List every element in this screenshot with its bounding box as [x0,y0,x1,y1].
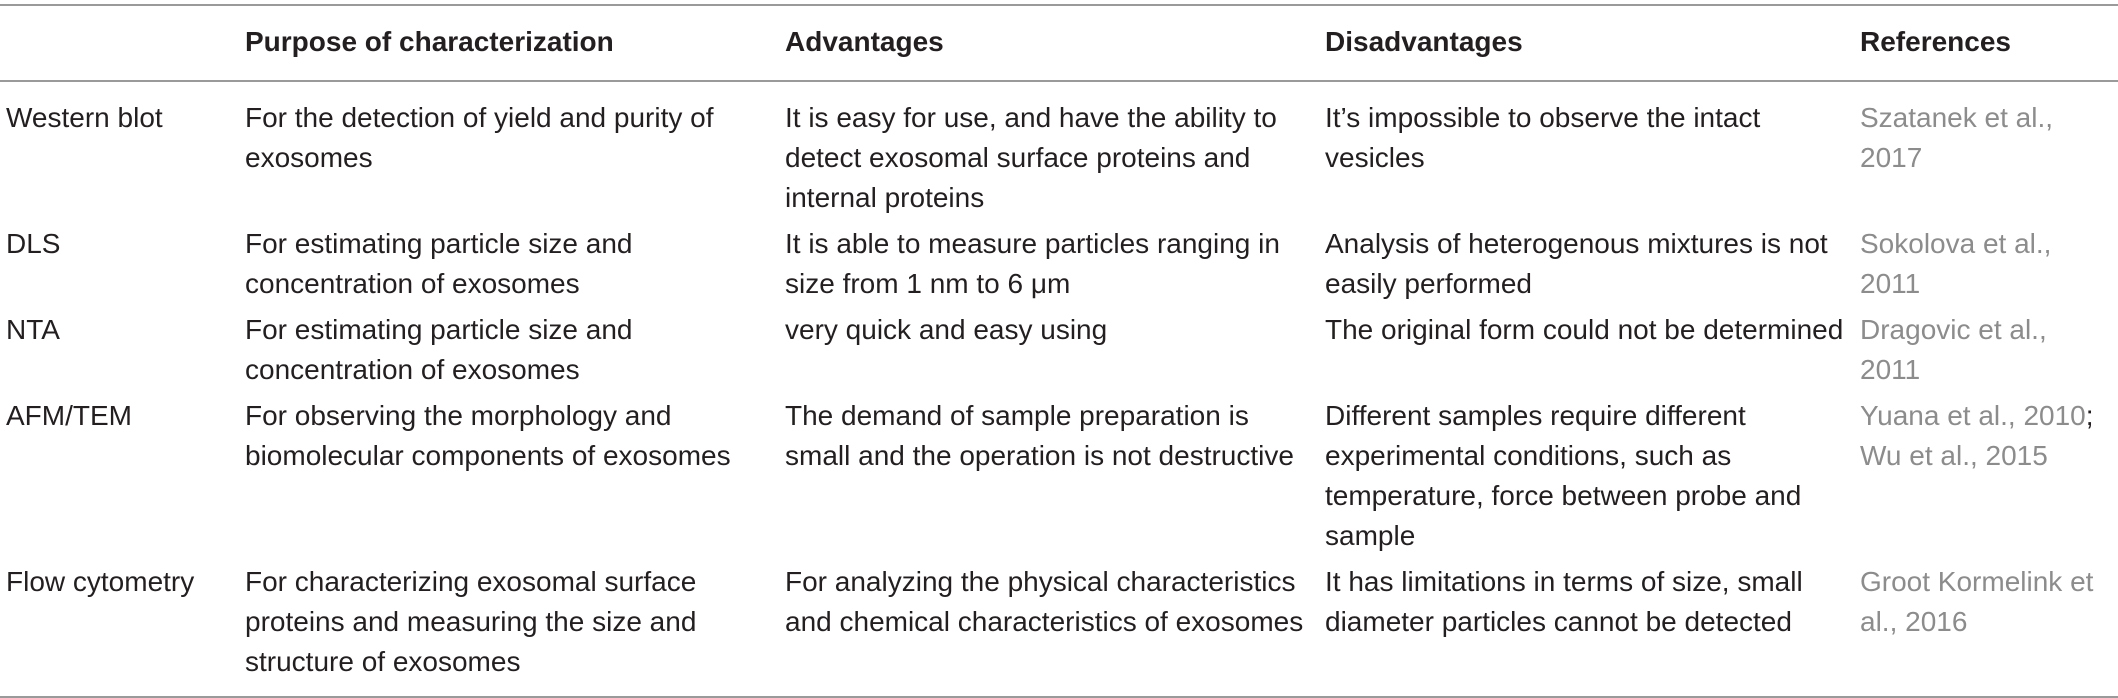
references-cell: Groot Kormelink et al., 2016 [1860,566,2094,637]
disadvantages-cell: The original form could not be determined [1325,314,1844,345]
table-body [0,81,2118,697]
reference-yuana: Yuana et al., 2010 [1860,400,2086,431]
purpose-cell: For observing the morphology and biomolecular components of exosomes [245,400,731,471]
disadvantages-cell: Different samples require different experimental conditions, such as temperature, force between probe and sample [1325,400,1802,551]
header-purpose: Purpose of characterization [245,26,614,57]
table-row [0,396,2118,562]
references-cell: Szatanek et al., 2017 [1860,102,2054,173]
table-row [0,562,2118,697]
references-cell: Dragovic et al., 2011 [1860,314,2047,385]
header-method [0,5,245,81]
table-row [0,310,2118,396]
references-cell: Sokolova et al., 2011 [1860,228,2052,299]
advantages-cell: It is easy for use, and have the ability to detect exosomal surface proteins and internal proteins [785,102,1277,213]
table-header [0,5,2118,81]
reference-separator: ; [2085,400,2094,431]
table-row [0,81,2118,224]
advantages-cell: very quick and easy using [785,314,1108,345]
advantages-cell: For analyzing the physical characteristics and chemical characteristics of exosomes [785,566,1304,637]
disadvantages-cell: Analysis of heterogenous mixtures is not easily performed [1325,228,1828,299]
method-cell: Flow cytometry [6,566,195,597]
characterization-table-container [0,4,2118,698]
advantages-cell: The demand of sample preparation is small and the operation is not destructive [785,400,1294,471]
advantages-cell: It is able to measure particles ranging in size from 1 nm to 6 μm [785,228,1280,299]
references-cell [1860,396,2118,562]
method-cell: AFM/TEM [6,400,132,431]
header-row [0,5,2118,81]
disadvantages-cell: It has limitations in terms of size, small diameter particles cannot be detected [1325,566,1803,637]
purpose-cell: For estimating particle size and concentration of exosomes [245,314,633,385]
method-cell: DLS [6,228,61,259]
purpose-cell: For the detection of yield and purity of exosomes [245,102,714,173]
header-advantages: Advantages [785,26,944,57]
characterization-methods-table [0,4,2118,698]
method-cell: NTA [6,314,60,345]
header-disadvantages: Disadvantages [1325,26,1523,57]
purpose-cell: For estimating particle size and concentration of exosomes [245,228,633,299]
method-cell: Western blot [6,102,163,133]
header-references: References [1860,26,2011,57]
reference-wu: Wu et al., 2015 [1860,440,2048,471]
purpose-cell: For characterizing exosomal surface proteins and measuring the size and structure of exosomes [245,566,697,677]
disadvantages-cell: It’s impossible to observe the intact vesicles [1325,102,1761,173]
table-row [0,224,2118,310]
